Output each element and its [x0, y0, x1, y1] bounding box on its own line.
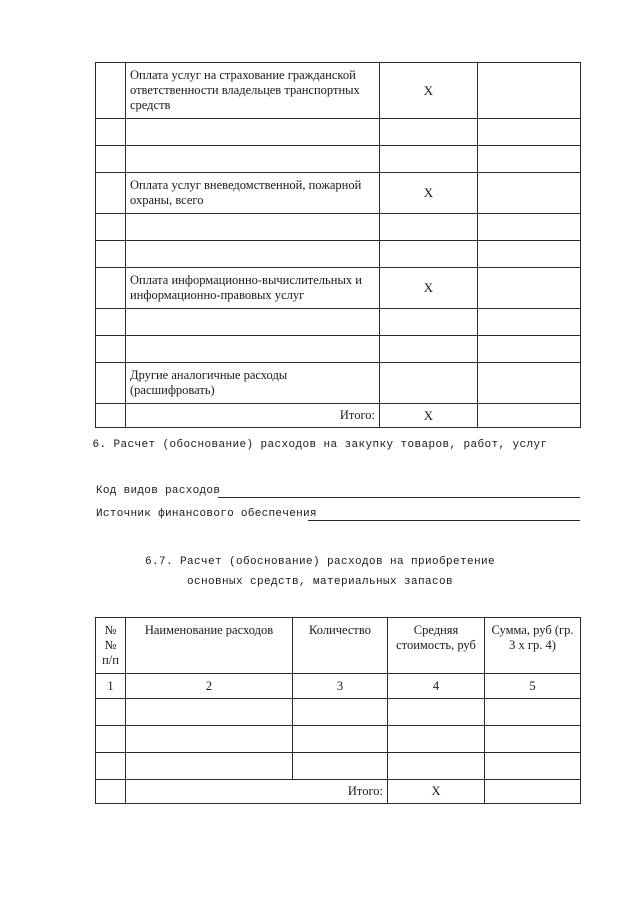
- mark-cell: [380, 309, 478, 336]
- total-label: Итого:: [126, 404, 380, 428]
- expense-name-cell: [126, 336, 380, 363]
- expense-name-cell: [126, 119, 380, 146]
- mark-cell: [380, 214, 478, 241]
- expenses-table-continued: [95, 62, 581, 428]
- amount-cell: [478, 214, 581, 241]
- expense-name-cell: [126, 146, 380, 173]
- expense-name-cell: [126, 214, 380, 241]
- column-number: 5: [485, 674, 581, 699]
- mark-cell: [380, 241, 478, 268]
- total-amount-cell: [485, 780, 581, 804]
- expense-name-cell: [126, 241, 380, 268]
- table-row: [96, 119, 581, 146]
- column-numbers-row: [96, 674, 581, 699]
- total-row: [96, 404, 581, 428]
- expense-name-cell: Оплата информационно-вычислительных и информационно-правовых услуг: [126, 268, 380, 309]
- fixed-assets-table: [95, 617, 581, 804]
- table-row: [96, 753, 581, 780]
- row-number-cell: [96, 63, 126, 119]
- mark-cell: [380, 336, 478, 363]
- section-6-7-heading-line1: 6.7. Расчет (обоснование) расходов на приобретение: [144, 556, 496, 568]
- section-6-7-heading-line2: основных средств, материальных запасов: [186, 576, 454, 588]
- table-row: [96, 699, 581, 726]
- mark-cell: [380, 146, 478, 173]
- amount-cell: [478, 173, 581, 214]
- mark-cell: X: [380, 173, 478, 214]
- expense-code-field[interactable]: [218, 497, 580, 498]
- mark-cell: X: [380, 268, 478, 309]
- col-name-header: Наименование расходов: [126, 618, 293, 674]
- column-number: 4: [388, 674, 485, 699]
- expense-name-cell: Оплата услуг вневедомственной, пожарной охраны, всего: [126, 173, 380, 214]
- table-row: [96, 63, 581, 119]
- col-number-header: № № п/п: [96, 618, 126, 674]
- total-amount-cell: [478, 404, 581, 428]
- amount-cell: [478, 309, 581, 336]
- section-6-heading: 6. Расчет (обоснование) расходов на закупку товаров, работ, услуг: [92, 439, 548, 451]
- amount-cell: [478, 241, 581, 268]
- total-mark: X: [388, 780, 485, 804]
- table-row: [96, 309, 581, 336]
- amount-cell: [478, 119, 581, 146]
- header-row: [96, 618, 581, 674]
- col-sum-header: Сумма, руб (гр. 3 х гр. 4): [485, 618, 581, 674]
- column-number: 2: [126, 674, 293, 699]
- col-quantity-header: Количество: [293, 618, 388, 674]
- expense-code-label: Код видов расходов: [96, 485, 221, 497]
- expense-name-cell: [126, 309, 380, 336]
- amount-cell: [478, 363, 581, 404]
- table-row: [96, 241, 581, 268]
- amount-cell: [478, 336, 581, 363]
- total-label: Итого:: [126, 780, 388, 804]
- table-row: [96, 173, 581, 214]
- table-row: [96, 214, 581, 241]
- amount-cell: [478, 268, 581, 309]
- amount-cell: [478, 63, 581, 119]
- expense-name-cell: Другие аналогичные расходы (расшифровать): [126, 363, 380, 404]
- col-avg-cost-header: Средняя стоимость, руб: [388, 618, 485, 674]
- total-row: [96, 780, 581, 804]
- amount-cell: [478, 146, 581, 173]
- mark-cell: [380, 363, 478, 404]
- column-number: 3: [293, 674, 388, 699]
- mark-cell: [380, 119, 478, 146]
- table-row: [96, 336, 581, 363]
- column-number: 1: [96, 674, 126, 699]
- total-mark: X: [380, 404, 478, 428]
- table-row: [96, 146, 581, 173]
- mark-cell: X: [380, 63, 478, 119]
- table-row: [96, 726, 581, 753]
- funding-source-field[interactable]: [308, 520, 580, 521]
- table-row: [96, 363, 581, 404]
- funding-source-label: Источник финансового обеспечения: [96, 508, 317, 520]
- table-row: [96, 268, 581, 309]
- expense-name-cell: Оплата услуг на страхование гражданской ответственности владельцев транспортных средств: [126, 63, 380, 119]
